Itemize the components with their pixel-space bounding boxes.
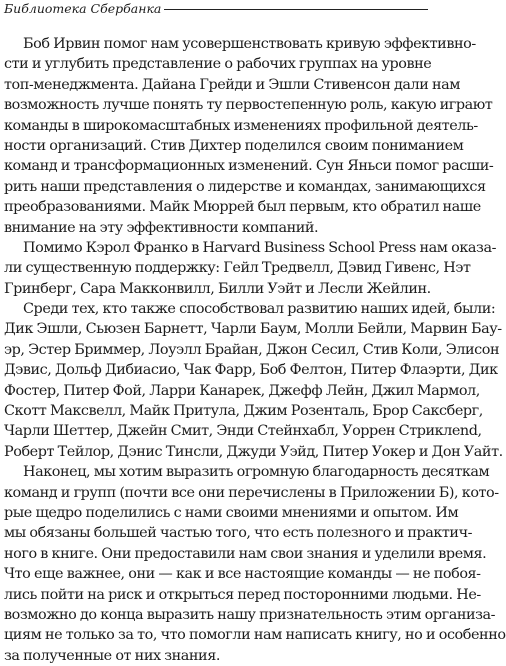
text-line: Дэвис, Дольф Дибиасио, Чак Фарр, Боб Фелтон, Питер Флаэрти, Дик xyxy=(4,362,498,379)
text-line: топ-менеджмента. Дайана Грейди и Эшли Стивенсон дали нам xyxy=(4,76,460,93)
text-line: эр, Эстер Бриммер, Лоуэлл Брайан, Джон Сесил, Стив Коли, Элисон xyxy=(4,341,500,358)
text-line: Фостер, Питер Фой, Ларри Канарек, Джефф Лейн, Джил Мармол, xyxy=(4,382,480,399)
text-line: сти и углубить представление о рабочих группах на уровне xyxy=(4,56,432,73)
text-line: Что еще важнее, они — как и все настоящие команды — не побоя- xyxy=(4,566,481,583)
text-line: рить наши представления о лидерстве и командах, занимающихся xyxy=(4,178,486,195)
text-line: Наконец, мы хотим выразить огромную благодарность десяткам xyxy=(23,464,490,481)
text-line: Гринберг, Сара Макконвилл, Билли Уэйт и Лесли Жейлин. xyxy=(4,280,431,297)
paragraph xyxy=(4,34,494,238)
text-line: Дик Эшли, Сьюзен Барнетт, Чарли Баум, Молли Бейли, Марвин Бау- xyxy=(4,321,502,338)
text-line: лись пойти на риск и открыться перед посторонними людьми. Не- xyxy=(4,586,481,603)
running-head: Библиотека Сбербанка xyxy=(4,1,162,16)
text-line: за полученные от них знания. xyxy=(4,647,220,664)
paragraph xyxy=(4,299,503,462)
text-line: Боб Ирвин помог нам усовершенствовать кривую эффективно- xyxy=(23,36,476,52)
text-line: Среди тех, кто также способствовал развитию наших идей, были: xyxy=(23,301,496,318)
text-line: преобразованиями. Майк Мюррей был первым, кто обратил наше xyxy=(4,199,481,216)
text-line: команд и трансформационных изменений. Сун Яньси помог расши- xyxy=(4,158,494,175)
text-line: Чарли Шеттер, Джейн Смит, Энди Стейнхабл, Уоррен Стриклend, xyxy=(4,423,482,440)
text-line: Помимо Кэрол Франко в Harvard Business School Press нам оказа- xyxy=(23,239,496,256)
text-line: команд и групп (почти все они перечислены в Приложении Б), кото- xyxy=(4,484,499,501)
paragraph xyxy=(4,462,506,666)
text-line: циям не только за то, что помогли нам написать книгу, но и особенно xyxy=(4,627,506,644)
text-line: ли существенную поддержку: Гейл Тредвелл, Дэвид Гивенс, Нэт xyxy=(4,260,471,277)
text-line: Скотт Максвелл, Майк Притула, Джим Розенталь, Брор Саксберг, xyxy=(4,403,483,420)
text-line: возможность лучше понять ту первостепенную роль, какую играют xyxy=(4,97,493,114)
text-line: Роберт Тейлор, Дэнис Тинсли, Джуди Уэйд, Питер Уокер и Дон Уайт. xyxy=(4,443,503,460)
text-line: рые щедро поделились с нами своими мнениями и опытом. Им xyxy=(4,504,459,521)
text-line: ности организаций. Стив Дихтер поделился своим пониманием xyxy=(4,137,464,154)
text-line: возможно до конца выразить нашу признательность этим организа- xyxy=(4,606,496,623)
text-line: команды в широкомасштабных изменениях профильной деятель- xyxy=(4,117,478,134)
body-text xyxy=(4,34,506,666)
paragraph xyxy=(4,238,496,299)
text-line: ного в книге. Они предоставили нам свои знания и уделили время. xyxy=(4,545,487,562)
header-rule xyxy=(164,9,428,10)
text-line: внимание на эту эффективности компаний. xyxy=(4,219,319,236)
text-line: мы обязаны большей частью того, что есть полезного и практич- xyxy=(4,525,473,542)
